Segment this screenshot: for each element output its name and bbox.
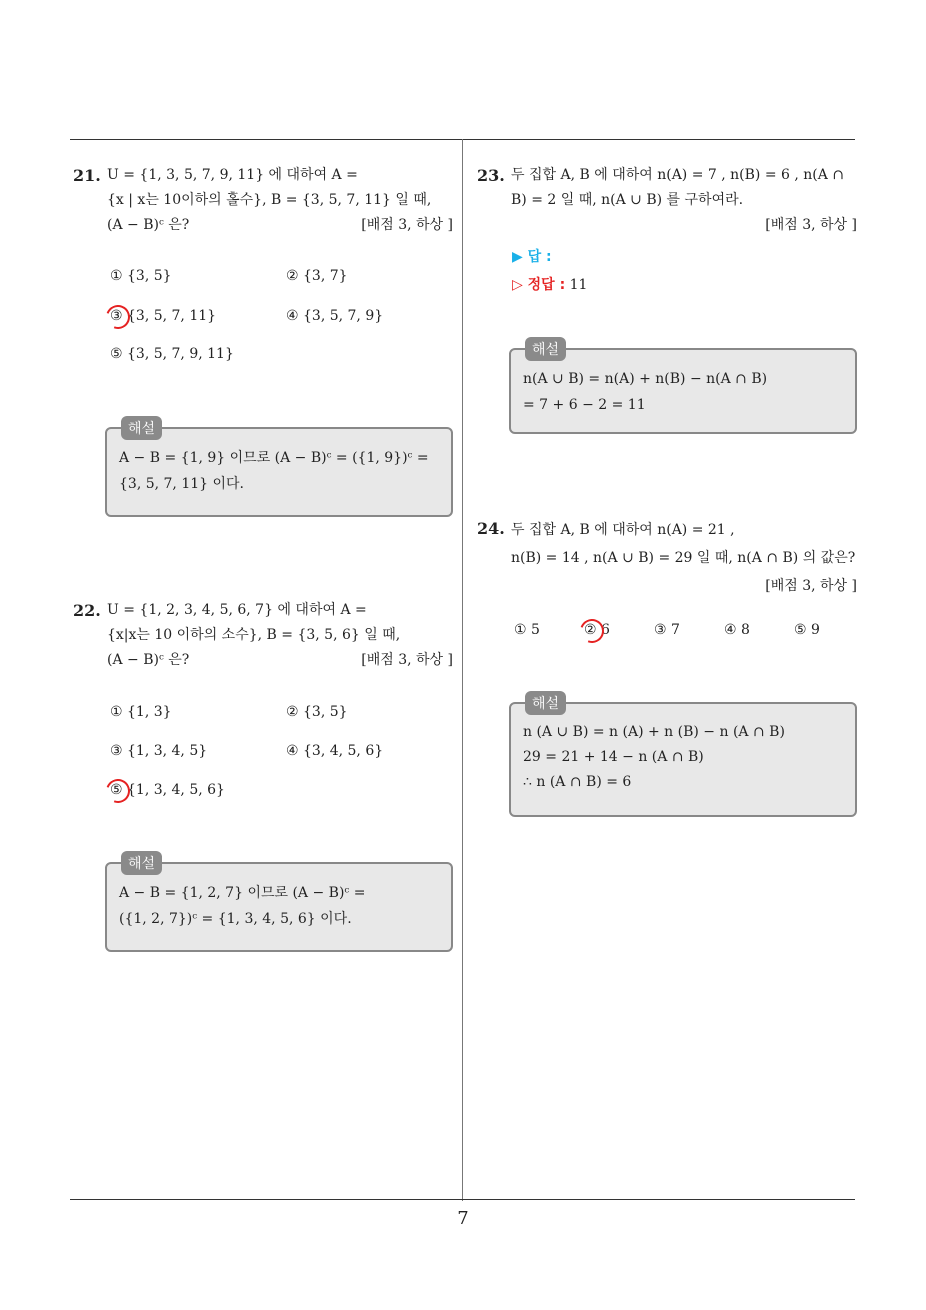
solution-box-21 <box>105 421 453 517</box>
choice-1[interactable]: ① {1, 3} <box>110 704 172 720</box>
question-text: U = {1, 3, 5, 7, 9, 11} 에 대하여 A = <box>107 167 358 183</box>
solution-box-24 <box>509 696 857 817</box>
choice-4[interactable]: ④ {3, 5, 7, 9} <box>286 308 384 324</box>
solution-text: = 7 + 6 − 2 = 11 <box>523 397 646 413</box>
solution-box-23 <box>509 342 857 434</box>
question-number: 21. <box>73 166 101 185</box>
bottom-rule <box>70 1199 855 1200</box>
choice-4[interactable]: ④ {3, 4, 5, 6} <box>286 743 384 759</box>
choice-2[interactable]: ② {3, 7} <box>286 268 348 284</box>
choice-2-selected[interactable]: ② 6 <box>584 622 610 638</box>
question-text: B) = 2 일 때, n(A ∪ B) 를 구하여라. <box>511 192 744 208</box>
solution-box-22 <box>105 856 453 952</box>
solution-text: A − B = {1, 2, 7} 이므로 (A − B)ᶜ = <box>119 885 366 901</box>
solution-label: 해설 <box>525 337 566 361</box>
choice-3[interactable]: ③ {1, 3, 4, 5} <box>110 743 208 759</box>
question-text: {x|x는 10 이하의 소수}, B = {3, 5, 6} 일 때, <box>107 627 401 643</box>
solution-text: n (A ∪ B) = n (A) + n (B) − n (A ∩ B) <box>523 724 785 740</box>
question-text: (A − B)ᶜ 은? <box>107 217 190 233</box>
answer-label: ▶ 답 : <box>512 249 552 265</box>
choice-5[interactable]: ⑤ {3, 5, 7, 9, 11} <box>110 346 234 362</box>
choice-5[interactable]: ⑤ 9 <box>794 622 820 638</box>
question-text: {x | x는 10이하의 홀수}, B = {3, 5, 7, 11} 일 때, <box>107 192 432 208</box>
question-meta: [배점 3, 하상 ] <box>361 652 453 668</box>
question-number: 24. <box>477 519 505 538</box>
correct-value: 11 <box>569 277 588 293</box>
solution-text: ∴ n (A ∩ B) = 6 <box>523 774 632 790</box>
question-meta: [배점 3, 하상 ] <box>765 578 857 594</box>
question-text: 두 집합 A, B 에 대하여 n(A) = 7 , n(B) = 6 , n(A ∩ <box>511 167 845 183</box>
correct-label: ▷ 정답 : <box>512 277 566 293</box>
question-number: 23. <box>477 166 505 185</box>
choice-5-selected[interactable]: ⑤ {1, 3, 4, 5, 6} <box>110 782 225 798</box>
choice-1[interactable]: ① {3, 5} <box>110 268 172 284</box>
solution-label: 해설 <box>121 851 162 875</box>
solution-text: n(A ∪ B) = n(A) + n(B) − n(A ∩ B) <box>523 371 768 387</box>
question-text: 두 집합 A, B 에 대하여 n(A) = 21 , <box>511 522 735 538</box>
column-divider <box>462 139 463 1201</box>
question-text: n(B) = 14 , n(A ∪ B) = 29 일 때, n(A ∩ B) 의 값은? <box>511 550 856 566</box>
choice-3-selected[interactable]: ③ {3, 5, 7, 11} <box>110 308 216 324</box>
solution-text: ({1, 2, 7})ᶜ = {1, 3, 4, 5, 6} 이다. <box>119 911 352 927</box>
question-text: (A − B)ᶜ 은? <box>107 652 190 668</box>
page-number: 7 <box>457 1208 469 1229</box>
selected-mark-icon <box>576 615 608 647</box>
choice-4[interactable]: ④ 8 <box>724 622 750 638</box>
solution-text: {3, 5, 7, 11} 이다. <box>119 476 245 492</box>
question-number: 22. <box>73 601 101 620</box>
selected-mark-icon <box>102 301 134 333</box>
choice-2[interactable]: ② {3, 5} <box>286 704 348 720</box>
solution-text: A − B = {1, 9} 이므로 (A − B)ᶜ = ({1, 9})ᶜ = <box>119 450 429 466</box>
choice-1[interactable]: ① 5 <box>514 622 540 638</box>
question-meta: [배점 3, 하상 ] <box>361 217 453 233</box>
solution-label: 해설 <box>525 691 566 715</box>
solution-label: 해설 <box>121 416 162 440</box>
selected-mark-icon <box>102 775 134 807</box>
solution-text: 29 = 21 + 14 − n (A ∩ B) <box>523 749 704 765</box>
question-text: U = {1, 2, 3, 4, 5, 6, 7} 에 대하여 A = <box>107 602 367 618</box>
question-meta: [배점 3, 하상 ] <box>765 217 857 233</box>
correct-answer-row <box>512 274 587 294</box>
choice-3[interactable]: ③ 7 <box>654 622 680 638</box>
